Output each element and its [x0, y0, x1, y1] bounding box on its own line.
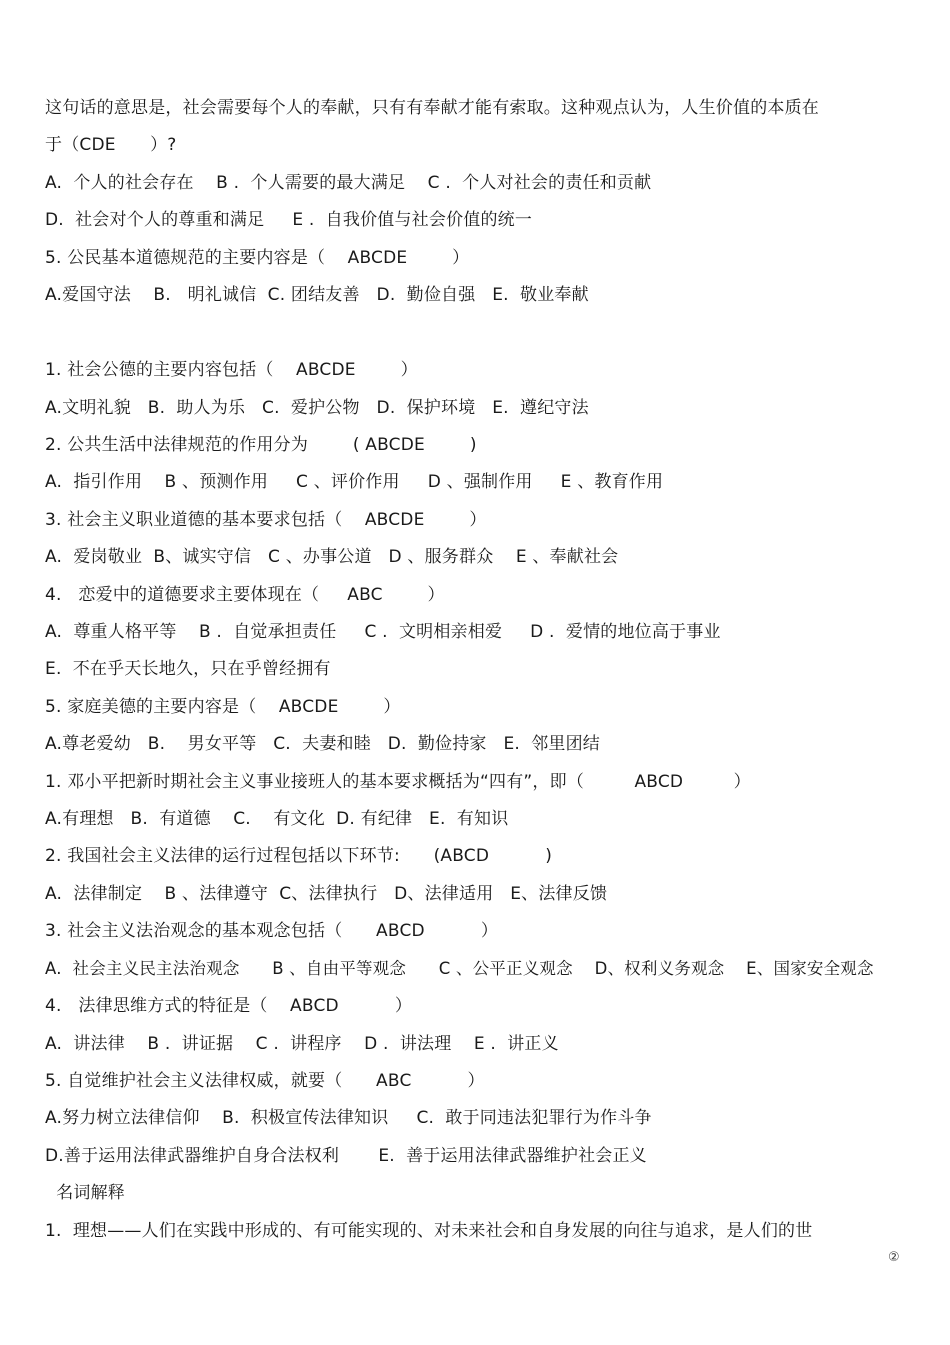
- text-line: 3. 社会主义法治观念的基本观念包括（ ABCD ）: [45, 921, 499, 941]
- page-number: ②: [888, 1250, 900, 1265]
- text-line: A. 指引作用 B 、预测作用 C 、评价作用 D 、强制作用 E 、教育作用: [45, 472, 664, 492]
- section-heading: 名词解释: [45, 1183, 126, 1203]
- text-line: A.尊老爱幼 B. 男女平等 C. 夫妻和睦 D. 勤俭持家 E. 邻里团结: [45, 734, 600, 754]
- text-line: A. 尊重人格平等 B . 自觉承担责任 C . 文明相亲相爱 D . 爱情的地位高于事业: [45, 622, 721, 642]
- text-line: A. 社会主义民主法治观念 B 、自由平等观念 C 、公平正义观念 D、权利义务观念 E、国家安全观念: [45, 959, 874, 978]
- text-line: 5. 自觉维护社会主义法律权威，就要（ ABC ）: [45, 1071, 485, 1091]
- text-line: E. 不在乎天长地久，只在乎曾经拥有: [45, 659, 331, 679]
- text-line: A.文明礼貌 B. 助人为乐 C. 爱护公物 D. 保护环境 E. 遵纪守法: [45, 398, 589, 418]
- text-line: 5. 公民基本道德规范的主要内容是（ ABCDE ）: [45, 248, 470, 268]
- text-line: 4. 恋爱中的道德要求主要体现在（ ABC ）: [45, 585, 445, 605]
- text-line: D. 社会对个人的尊重和满足 E . 自我价值与社会价值的统一: [45, 210, 533, 230]
- text-line: A.有理想 B. 有道德 C. 有文化 D. 有纪律 E. 有知识: [45, 809, 509, 829]
- text-line: 于（CDE ）?: [45, 135, 177, 155]
- text-line: A.努力树立法律信仰 B. 积极宣传法律知识 C. 敢于同违法犯罪行为作斗争: [45, 1108, 652, 1128]
- text-line: 1. 社会公德的主要内容包括（ ABCDE ）: [45, 360, 418, 380]
- text-line: A. 法律制定 B 、法律遵守 C、法律执行 D、法律适用 E、法律反馈: [45, 884, 608, 904]
- text-line: 2. 公共生活中法律规范的作用分为 ( ABCDE ): [45, 435, 477, 455]
- text-line: 5. 家庭美德的主要内容是（ ABCDE ）: [45, 697, 401, 717]
- text-line: 2. 我国社会主义法律的运行过程包括以下环节: (ABCD ): [45, 846, 553, 866]
- text-line: 4. 法律思维方式的特征是（ ABCD ）: [45, 996, 413, 1016]
- text-line: A. 爱岗敬业 B、诚实守信 C 、办事公道 D 、服务群众 E 、奉献社会: [45, 547, 619, 567]
- text-line: 3. 社会主义职业道德的基本要求包括（ ABCDE ）: [45, 510, 487, 530]
- text-line: A.爱国守法 B. 明礼诚信 C. 团结友善 D. 勤俭自强 E. 敬业奉献: [45, 285, 589, 305]
- text-line: 这句话的意思是，社会需要每个人的奉献，只有有奉献才能有索取。这种观点认为，人生价值的本质在: [45, 98, 819, 118]
- text-line: A. 个人的社会存在 B . 个人需要的最大满足 C . 个人对社会的责任和贡献: [45, 173, 652, 193]
- text-line: 1. 邓小平把新时期社会主义事业接班人的基本要求概括为“四有”，即（ ABCD ）: [45, 772, 751, 792]
- text-line: A. 讲法律 B . 讲证据 C . 讲程序 D . 讲法理 E . 讲正义: [45, 1034, 559, 1054]
- text-line: 1. 理想——人们在实践中形成的、有可能实现的、对未来社会和自身发展的向往与追求，是人们的世: [45, 1221, 813, 1241]
- text-line: D.善于运用法律武器维护自身合法权利 E. 善于运用法律武器维护社会正义: [45, 1146, 647, 1166]
